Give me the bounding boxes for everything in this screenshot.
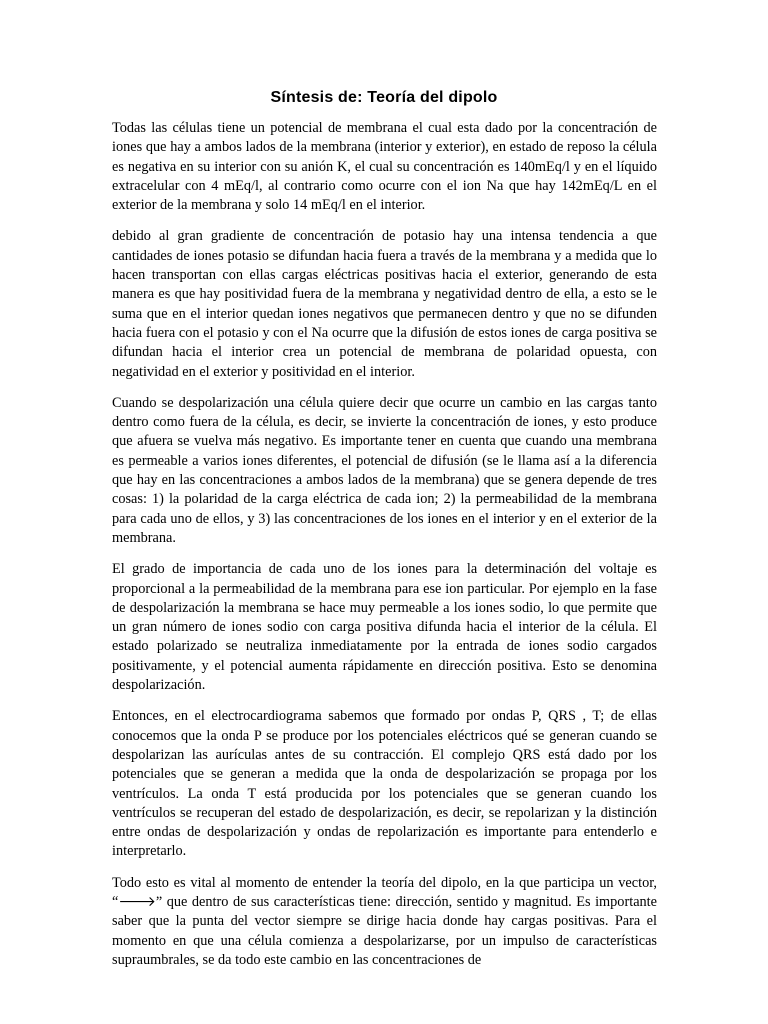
document-title: Síntesis de: Teoría del dipolo [270, 89, 498, 106]
paragraph-resting-potential: Todas las células tiene un potencial de membrana el cual esta dado por la concentración de iones que hay a ambos lados de la membrana (interior y exterior), en estado de reposo la célula es negativa en su interior con su anión K, el cual su concentración es 140mEq/l y en el líquido extracelular con 4 mEq/l, al contrario como ocurre con el ion Na que hay 142mEq/L en el exterior de la membrana y solo 14 mEq/l en el interior. [112, 120, 657, 214]
paragraph-dipole-vector [112, 874, 657, 970]
paragraph-dipole-text-start: Todo esto es vital al momento de entender la teoría del dipolo, en la que participa un vector, “ [112, 874, 657, 910]
paragraph-ecg-waves: Entonces, en el electrocardiograma sabemos que formado por ondas P, QRS , T; de ellas conocemos que la onda P se produce por los potenciales eléctricos qué se generan cuando se despolarizan las aurículas antes de su contracción. El complejo QRS está dado por los potenciales que se generan a medida que la onda de despolarización se propaga por los ventrículos. La onda T está producida por los potenciales que se generan cuando los ventrículos se recuperan del estado de despolarización, es decir, se repolarizan y la distinción entre ondas de despolarización y ondas de repolarización es importante para entenderlo e interpretarlo. [112, 708, 657, 860]
paragraph-dipole-text-end: ” que dentro de sus características tiene: dirección, sentido y magnitud. Es importante saber que la punta del vector siempre se dirige hacia donde hay cargas positivas. Para el momento en que una célula comienza a despolarizarse, por un impulso de características supraumbrales, se da todo este cambio en las concentraciones de [112, 893, 657, 968]
vector-arrow-icon: 🡒 [118, 893, 156, 910]
document-body [112, 119, 657, 982]
paragraph-depolarization: Cuando se despolarización una célula quiere decir que ocurre un cambio en las cargas tanto dentro como fuera de la célula, es decir, se invierte la concentración de iones, y esto produce que afuera se vuelva más negativo. Es importante tener en cuenta que cuando una membrana es permeable a varios iones diferentes, el potencial de difusión (se le llama así a la diferencia que hay en las concentraciones a ambos lados de la membrana) que se genera depende de tres cosas: 1) la polaridad de la carga eléctrica de cada ion; 2) la permeabilidad de la membrana para cada uno de ellos, y 3) las concentraciones de los iones en el interior y en el exterior de la membrana. [112, 394, 657, 546]
paragraph-ion-permeability: El grado de importancia de cada uno de los iones para la determinación del voltaje es proporcional a la permeabilidad de la membrana para ese ion particular. Por ejemplo en la fase de despolarización la membrana se hace muy permeable a los iones sodio, lo que permite que un gran número de iones sodio con carga positiva difunda hacia el interior de la célula. El estado polarizado se neutraliza inmediatamente por la entrada de iones sodio cargados positivamente, y el potencial aumenta rápidamente en dirección positiva. Esto se denomina despolarización. [112, 561, 657, 694]
paragraph-potassium-gradient: debido al gran gradiente de concentración de potasio hay una intensa tendencia a que cantidades de iones potasio se difundan hacia fuera a través de la membrana y a medida que lo hacen transportan con ellas cargas eléctricas positivas hacia el exterior, generando de esta manera es que hay positividad fuera de la membrana y negatividad dentro de ella, a esto se le suma que en el interior quedan iones negativos que permanecen dentro y que no se difunden hacia fuera con el potasio y con el Na ocurre que la difusión de estos iones de carga positiva se difundan hacia el interior crea un potencial de membrana de polaridad opuesta, con negatividad en el exterior y positividad en el interior. [112, 228, 657, 380]
